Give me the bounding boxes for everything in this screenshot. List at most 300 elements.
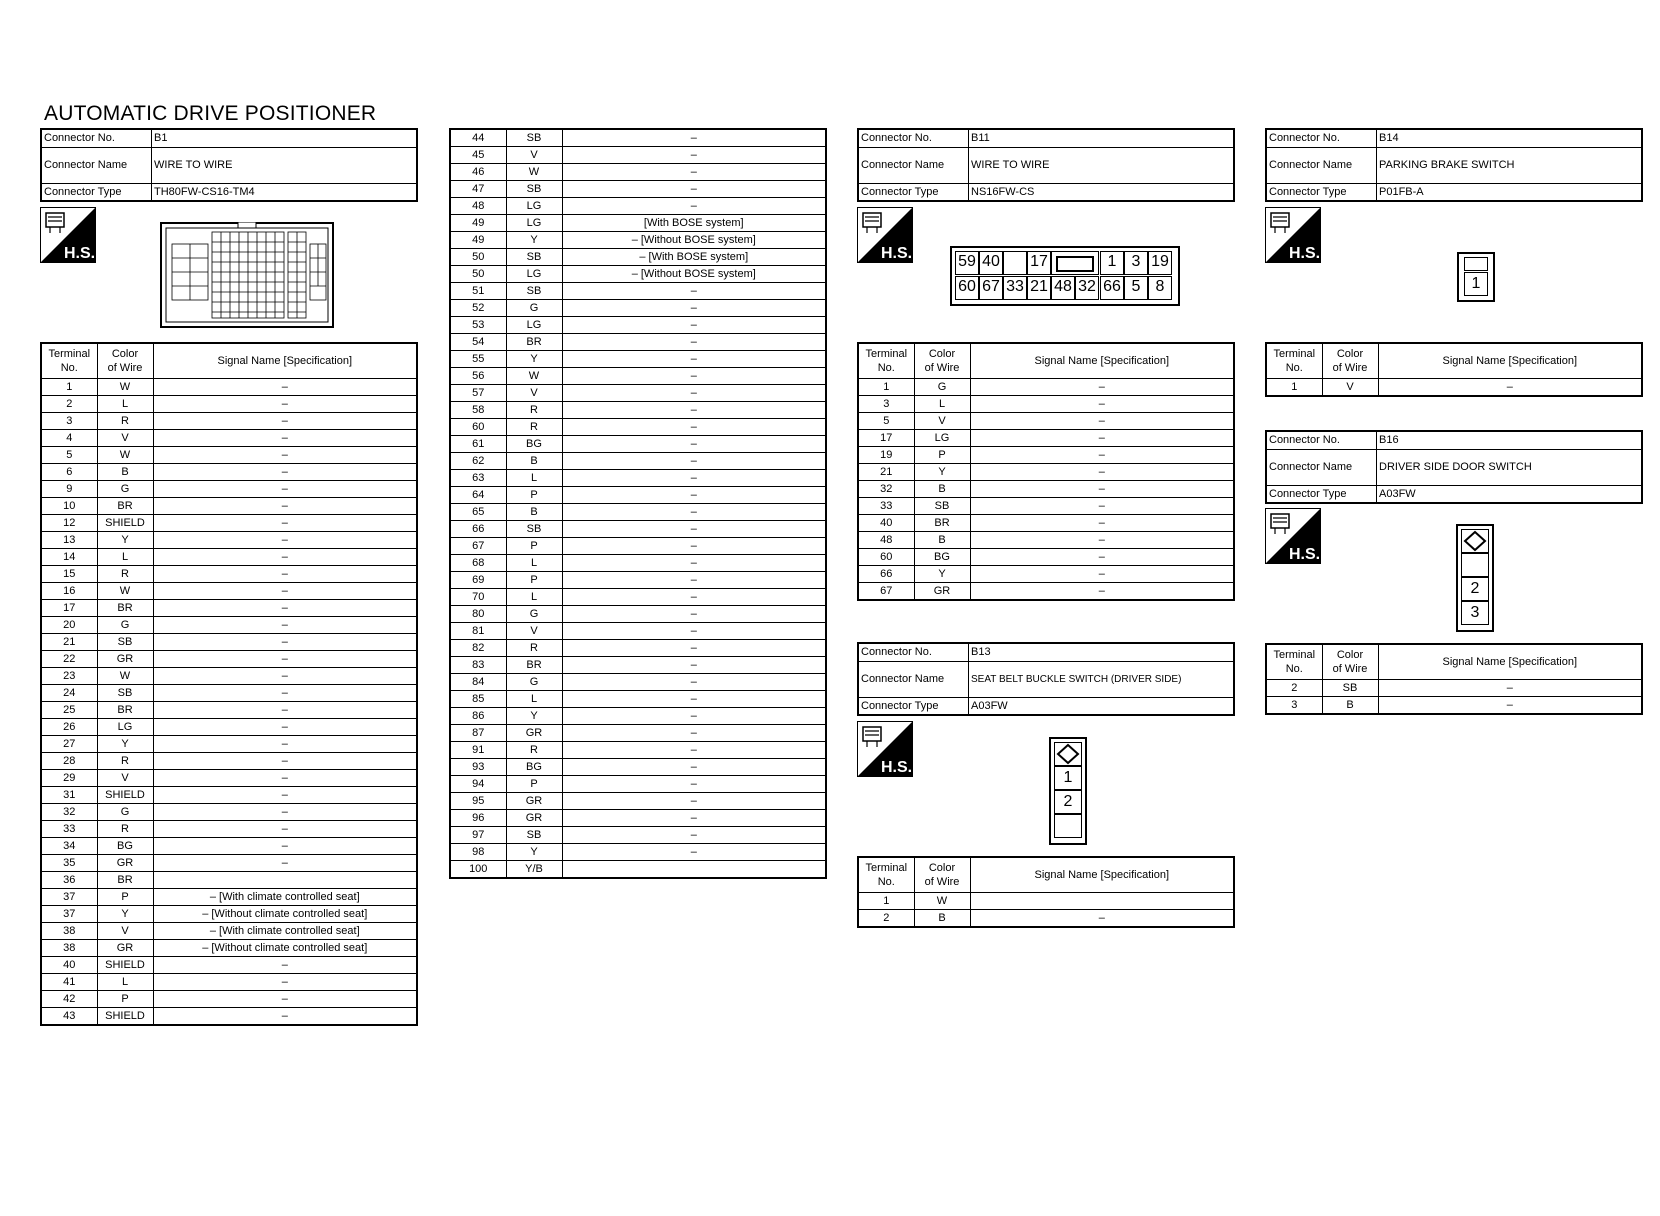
table-row bbox=[1266, 379, 1642, 397]
wire-color: P bbox=[97, 991, 153, 1008]
table-row bbox=[858, 430, 1234, 447]
wire-color: V bbox=[506, 385, 562, 402]
wire-color: BR bbox=[506, 334, 562, 351]
table-row bbox=[450, 521, 826, 538]
wire-color: Y bbox=[914, 566, 970, 583]
table-row bbox=[858, 566, 1234, 583]
wire-color: W bbox=[97, 447, 153, 464]
wire-color: L bbox=[506, 589, 562, 606]
header-color: Color of Wire bbox=[914, 343, 970, 379]
terminal-no: 28 bbox=[41, 753, 97, 770]
wire-color: R bbox=[97, 413, 153, 430]
terminal-no: 47 bbox=[450, 181, 506, 198]
wire-color: G bbox=[97, 481, 153, 498]
wire-color: L bbox=[97, 549, 153, 566]
table-row bbox=[858, 549, 1234, 566]
table-row bbox=[41, 770, 417, 787]
wire-color: L bbox=[914, 396, 970, 413]
label-connector-no: Connector No. bbox=[1266, 129, 1377, 147]
wire-color: Y bbox=[914, 464, 970, 481]
signal-name: – bbox=[562, 555, 826, 572]
wire-color: B bbox=[914, 910, 970, 928]
table-row bbox=[858, 532, 1234, 549]
b1-connector-face bbox=[160, 222, 334, 332]
wire-color: GR bbox=[97, 651, 153, 668]
wire-color: P bbox=[506, 776, 562, 793]
wire-color: W bbox=[97, 583, 153, 600]
table-row bbox=[450, 844, 826, 861]
b16-terminal-table bbox=[1265, 643, 1643, 715]
terminal-no: 63 bbox=[450, 470, 506, 487]
wire-color: L bbox=[97, 396, 153, 413]
signal-name: – [With climate controlled seat] bbox=[153, 889, 417, 906]
table-row bbox=[450, 674, 826, 691]
b11-pin: 5 bbox=[1124, 276, 1148, 300]
table-row bbox=[858, 583, 1234, 601]
table-row bbox=[450, 861, 826, 879]
svg-text:H.S.: H.S. bbox=[1289, 245, 1321, 262]
terminal-no: 3 bbox=[41, 413, 97, 430]
table-row bbox=[450, 453, 826, 470]
signal-name: – bbox=[153, 549, 417, 566]
terminal-no: 2 bbox=[41, 396, 97, 413]
b11-connector-no: B11 bbox=[969, 129, 1235, 147]
label-connector-type: Connector Type bbox=[1266, 485, 1377, 503]
terminal-no: 96 bbox=[450, 810, 506, 827]
wire-color: L bbox=[506, 470, 562, 487]
hs-icon bbox=[857, 207, 913, 263]
terminal-no: 20 bbox=[41, 617, 97, 634]
wire-color: BR bbox=[506, 657, 562, 674]
terminal-no: 40 bbox=[858, 515, 914, 532]
signal-name: – bbox=[562, 198, 826, 215]
signal-name: – [With BOSE system] bbox=[562, 249, 826, 266]
label-connector-name: Connector Name bbox=[858, 147, 969, 183]
table-row bbox=[450, 351, 826, 368]
terminal-no: 1 bbox=[1266, 379, 1322, 397]
terminal-no: 36 bbox=[41, 872, 97, 889]
table-row bbox=[858, 481, 1234, 498]
terminal-no: 82 bbox=[450, 640, 506, 657]
terminal-no: 64 bbox=[450, 487, 506, 504]
signal-name: – bbox=[970, 583, 1234, 601]
signal-name: – bbox=[970, 413, 1234, 430]
signal-name: – bbox=[562, 164, 826, 181]
signal-name: – bbox=[153, 821, 417, 838]
wire-color: BG bbox=[506, 436, 562, 453]
wire-color: LG bbox=[506, 266, 562, 283]
signal-name: – bbox=[153, 651, 417, 668]
wire-color: Y bbox=[506, 351, 562, 368]
table-row bbox=[41, 668, 417, 685]
label-connector-type: Connector Type bbox=[858, 183, 969, 201]
table-row bbox=[41, 702, 417, 719]
table-row bbox=[41, 855, 417, 872]
wire-color: V bbox=[506, 147, 562, 164]
signal-name: – bbox=[562, 402, 826, 419]
label-connector-type: Connector Type bbox=[858, 697, 969, 715]
wire-color: P bbox=[506, 487, 562, 504]
signal-name: – bbox=[153, 634, 417, 651]
b13-connector-face bbox=[1049, 737, 1087, 845]
wire-color: GR bbox=[97, 940, 153, 957]
signal-name: – bbox=[1378, 680, 1642, 697]
table-row bbox=[41, 549, 417, 566]
terminal-no: 87 bbox=[450, 725, 506, 742]
signal-name bbox=[562, 861, 826, 879]
table-row bbox=[858, 498, 1234, 515]
wire-color: BR bbox=[97, 498, 153, 515]
diamond-key-icon bbox=[1462, 530, 1488, 552]
signal-name: – bbox=[562, 283, 826, 300]
terminal-no: 38 bbox=[41, 940, 97, 957]
terminal-no: 54 bbox=[450, 334, 506, 351]
terminal-no: 56 bbox=[450, 368, 506, 385]
wire-color: SB bbox=[506, 181, 562, 198]
table-row bbox=[450, 555, 826, 572]
signal-name: – bbox=[153, 566, 417, 583]
hs-icon bbox=[857, 721, 913, 777]
table-row bbox=[41, 447, 417, 464]
signal-name: – bbox=[153, 736, 417, 753]
signal-name: – bbox=[562, 572, 826, 589]
signal-name: – bbox=[153, 515, 417, 532]
header-signal: Signal Name [Specification] bbox=[153, 343, 417, 379]
terminal-no: 40 bbox=[41, 957, 97, 974]
b11-pin: 3 bbox=[1124, 251, 1148, 275]
wire-color: P bbox=[506, 572, 562, 589]
b1-connector-type: TH80FW-CS16-TM4 bbox=[152, 183, 418, 201]
signal-name: – bbox=[562, 725, 826, 742]
terminal-no: 24 bbox=[41, 685, 97, 702]
signal-name: – bbox=[562, 810, 826, 827]
signal-name: – bbox=[562, 487, 826, 504]
signal-name: – bbox=[562, 538, 826, 555]
signal-name: – bbox=[562, 674, 826, 691]
table-row bbox=[41, 736, 417, 753]
signal-name: – bbox=[153, 974, 417, 991]
wire-color: BR bbox=[97, 600, 153, 617]
signal-name: – bbox=[562, 521, 826, 538]
b16-connector-no: B16 bbox=[1377, 431, 1643, 449]
table-row bbox=[450, 504, 826, 521]
terminal-no: 5 bbox=[858, 413, 914, 430]
table-row bbox=[450, 827, 826, 844]
signal-name: – bbox=[970, 447, 1234, 464]
wire-color: B bbox=[914, 481, 970, 498]
table-row bbox=[41, 957, 417, 974]
table-row bbox=[41, 413, 417, 430]
signal-name: – bbox=[970, 430, 1234, 447]
b16-connector-face bbox=[1456, 524, 1494, 632]
b14-connector-face bbox=[1457, 252, 1495, 302]
b11-pin: 66 bbox=[1100, 276, 1124, 300]
signal-name: – bbox=[153, 753, 417, 770]
table-row bbox=[450, 708, 826, 725]
terminal-no: 84 bbox=[450, 674, 506, 691]
table-row bbox=[41, 991, 417, 1008]
table-row bbox=[858, 379, 1234, 396]
b1-info-table bbox=[40, 128, 418, 202]
wire-color: BG bbox=[506, 759, 562, 776]
wire-color: G bbox=[97, 617, 153, 634]
header-signal: Signal Name [Specification] bbox=[970, 343, 1234, 379]
b11-info-table bbox=[857, 128, 1235, 202]
table-row bbox=[41, 379, 417, 396]
wire-color: R bbox=[97, 821, 153, 838]
wire-color: G bbox=[97, 804, 153, 821]
wire-color: G bbox=[914, 379, 970, 396]
signal-name: – [With climate controlled seat] bbox=[153, 923, 417, 940]
hs-icon bbox=[40, 207, 96, 263]
wire-color: LG bbox=[506, 198, 562, 215]
wire-color: B bbox=[506, 504, 562, 521]
terminal-no: 5 bbox=[41, 447, 97, 464]
table-row bbox=[450, 487, 826, 504]
wire-color: SHIELD bbox=[97, 957, 153, 974]
table-row bbox=[41, 719, 417, 736]
terminal-no: 46 bbox=[450, 164, 506, 181]
terminal-no: 29 bbox=[41, 770, 97, 787]
terminal-no: 6 bbox=[41, 464, 97, 481]
table-row bbox=[450, 640, 826, 657]
table-row bbox=[858, 413, 1234, 430]
table-row bbox=[858, 464, 1234, 481]
terminal-no: 12 bbox=[41, 515, 97, 532]
wire-color: V bbox=[506, 623, 562, 640]
signal-name: – bbox=[970, 532, 1234, 549]
terminal-no: 31 bbox=[41, 787, 97, 804]
signal-name: – bbox=[562, 606, 826, 623]
table-row bbox=[450, 589, 826, 606]
signal-name: – bbox=[153, 804, 417, 821]
wire-color: GR bbox=[506, 725, 562, 742]
table-row bbox=[450, 623, 826, 640]
table-row bbox=[41, 617, 417, 634]
signal-name: – bbox=[562, 776, 826, 793]
wire-color: LG bbox=[506, 215, 562, 232]
label-connector-no: Connector No. bbox=[858, 643, 969, 661]
b11-lock-slot bbox=[1056, 256, 1094, 272]
terminal-no: 83 bbox=[450, 657, 506, 674]
wire-color: BG bbox=[914, 549, 970, 566]
b16-empty-cavity bbox=[1461, 553, 1489, 577]
terminal-no: 33 bbox=[858, 498, 914, 515]
table-row bbox=[41, 889, 417, 906]
signal-name: – bbox=[153, 685, 417, 702]
header-terminal-no: Terminal No. bbox=[858, 343, 914, 379]
terminal-no: 26 bbox=[41, 719, 97, 736]
wire-color: LG bbox=[97, 719, 153, 736]
terminal-no: 66 bbox=[858, 566, 914, 583]
terminal-no: 48 bbox=[450, 198, 506, 215]
label-connector-type: Connector Type bbox=[1266, 183, 1377, 201]
signal-name: – bbox=[562, 317, 826, 334]
table-row bbox=[41, 923, 417, 940]
header-color: Color of Wire bbox=[1322, 343, 1378, 379]
header-terminal-no: Terminal No. bbox=[41, 343, 97, 379]
terminal-no: 33 bbox=[41, 821, 97, 838]
terminal-no: 37 bbox=[41, 906, 97, 923]
signal-name: – bbox=[153, 532, 417, 549]
label-connector-name: Connector Name bbox=[1266, 449, 1377, 485]
wire-color: B bbox=[1322, 697, 1378, 715]
terminal-no: 2 bbox=[858, 910, 914, 928]
table-row bbox=[450, 215, 826, 232]
signal-name: – bbox=[153, 600, 417, 617]
wire-color: SHIELD bbox=[97, 1008, 153, 1026]
wire-color: R bbox=[97, 566, 153, 583]
terminal-no: 21 bbox=[41, 634, 97, 651]
table-row bbox=[450, 300, 826, 317]
terminal-no: 16 bbox=[41, 583, 97, 600]
table-row bbox=[450, 164, 826, 181]
signal-name: – bbox=[562, 300, 826, 317]
b11-pin: 67 bbox=[979, 276, 1003, 300]
terminal-no: 25 bbox=[41, 702, 97, 719]
terminal-no: 57 bbox=[450, 385, 506, 402]
signal-name: – bbox=[153, 991, 417, 1008]
b11-terminal-table bbox=[857, 342, 1235, 601]
wire-color: SB bbox=[506, 249, 562, 266]
label-connector-name: Connector Name bbox=[1266, 147, 1377, 183]
wire-color: W bbox=[914, 893, 970, 910]
table-row bbox=[450, 334, 826, 351]
terminal-no: 95 bbox=[450, 793, 506, 810]
label-connector-no: Connector No. bbox=[41, 129, 152, 147]
b11-pin: 33 bbox=[1003, 276, 1027, 300]
wire-color: R bbox=[506, 742, 562, 759]
signal-name: – bbox=[153, 583, 417, 600]
header-color: Color of Wire bbox=[914, 857, 970, 893]
terminal-no: 100 bbox=[450, 861, 506, 879]
table-row bbox=[450, 198, 826, 215]
table-row bbox=[41, 906, 417, 923]
wire-color: Y bbox=[97, 906, 153, 923]
b13-connector-name: SEAT BELT BUCKLE SWITCH (DRIVER SIDE) bbox=[969, 661, 1235, 697]
table-row bbox=[450, 725, 826, 742]
wire-color: R bbox=[506, 640, 562, 657]
wire-color: GR bbox=[506, 793, 562, 810]
signal-name: – bbox=[153, 719, 417, 736]
terminal-no: 55 bbox=[450, 351, 506, 368]
table-row bbox=[858, 893, 1234, 910]
terminal-no: 67 bbox=[450, 538, 506, 555]
table-row bbox=[41, 685, 417, 702]
signal-name: – bbox=[1378, 379, 1642, 397]
table-row bbox=[41, 804, 417, 821]
wire-color: LG bbox=[914, 430, 970, 447]
wire-color: GR bbox=[506, 810, 562, 827]
wire-color: W bbox=[97, 379, 153, 396]
table-row bbox=[450, 436, 826, 453]
table-row bbox=[450, 606, 826, 623]
table-row bbox=[450, 470, 826, 487]
signal-name: – bbox=[153, 668, 417, 685]
terminal-no: 53 bbox=[450, 317, 506, 334]
wire-color: V bbox=[97, 923, 153, 940]
table-row bbox=[450, 402, 826, 419]
terminal-no: 10 bbox=[41, 498, 97, 515]
table-row bbox=[41, 600, 417, 617]
wire-color: G bbox=[506, 300, 562, 317]
wire-color: Y/B bbox=[506, 861, 562, 879]
table-row bbox=[450, 368, 826, 385]
terminal-no: 49 bbox=[450, 232, 506, 249]
terminal-no: 3 bbox=[858, 396, 914, 413]
signal-name: – bbox=[153, 855, 417, 872]
wire-color: W bbox=[506, 164, 562, 181]
table-row bbox=[450, 793, 826, 810]
b13-pin: 1 bbox=[1054, 766, 1082, 790]
diamond-key-icon bbox=[1055, 743, 1081, 765]
svg-text:H.S.: H.S. bbox=[1289, 546, 1321, 563]
table-row bbox=[41, 566, 417, 583]
terminal-no: 4 bbox=[41, 430, 97, 447]
header-color: Color of Wire bbox=[1322, 644, 1378, 680]
b13-key bbox=[1054, 742, 1082, 766]
b14-info-table bbox=[1265, 128, 1643, 202]
table-row bbox=[450, 283, 826, 300]
wire-color: L bbox=[97, 974, 153, 991]
signal-name: – bbox=[562, 640, 826, 657]
wire-color: SB bbox=[1322, 680, 1378, 697]
wire-color: GR bbox=[97, 855, 153, 872]
table-row bbox=[41, 515, 417, 532]
label-connector-no: Connector No. bbox=[1266, 431, 1377, 449]
b1-connector-name: WIRE TO WIRE bbox=[152, 147, 418, 183]
signal-name: – [Without BOSE system] bbox=[562, 266, 826, 283]
signal-name bbox=[153, 872, 417, 889]
wire-color: SHIELD bbox=[97, 515, 153, 532]
table-row bbox=[450, 129, 826, 147]
wire-color: SB bbox=[97, 685, 153, 702]
table-row bbox=[41, 821, 417, 838]
b14-pin: 1 bbox=[1464, 272, 1488, 296]
signal-name: – bbox=[153, 379, 417, 396]
terminal-no: 52 bbox=[450, 300, 506, 317]
terminal-no: 17 bbox=[858, 430, 914, 447]
wire-color: BR bbox=[97, 702, 153, 719]
signal-name: – bbox=[562, 334, 826, 351]
signal-name: – bbox=[970, 498, 1234, 515]
signal-name: – bbox=[153, 396, 417, 413]
b14-connector-no: B14 bbox=[1377, 129, 1643, 147]
table-row bbox=[450, 317, 826, 334]
terminal-no: 32 bbox=[858, 481, 914, 498]
table-row bbox=[41, 787, 417, 804]
terminal-no: 14 bbox=[41, 549, 97, 566]
terminal-no: 23 bbox=[41, 668, 97, 685]
b14-lock bbox=[1464, 257, 1488, 271]
header-signal: Signal Name [Specification] bbox=[970, 857, 1234, 893]
svg-text:H.S.: H.S. bbox=[64, 245, 96, 262]
b11-pin: 17 bbox=[1027, 251, 1051, 275]
table-row bbox=[1266, 680, 1642, 697]
b16-pin: 3 bbox=[1461, 601, 1489, 625]
wire-color: SB bbox=[506, 129, 562, 147]
b16-connector-type: A03FW bbox=[1377, 485, 1643, 503]
b16-connector-name: DRIVER SIDE DOOR SWITCH bbox=[1377, 449, 1643, 485]
table-row bbox=[450, 691, 826, 708]
terminal-no: 1 bbox=[41, 379, 97, 396]
signal-name: – bbox=[562, 129, 826, 147]
label-connector-type: Connector Type bbox=[41, 183, 152, 201]
table-row bbox=[450, 385, 826, 402]
signal-name: – bbox=[153, 430, 417, 447]
table-row bbox=[41, 464, 417, 481]
wire-color: B bbox=[914, 532, 970, 549]
